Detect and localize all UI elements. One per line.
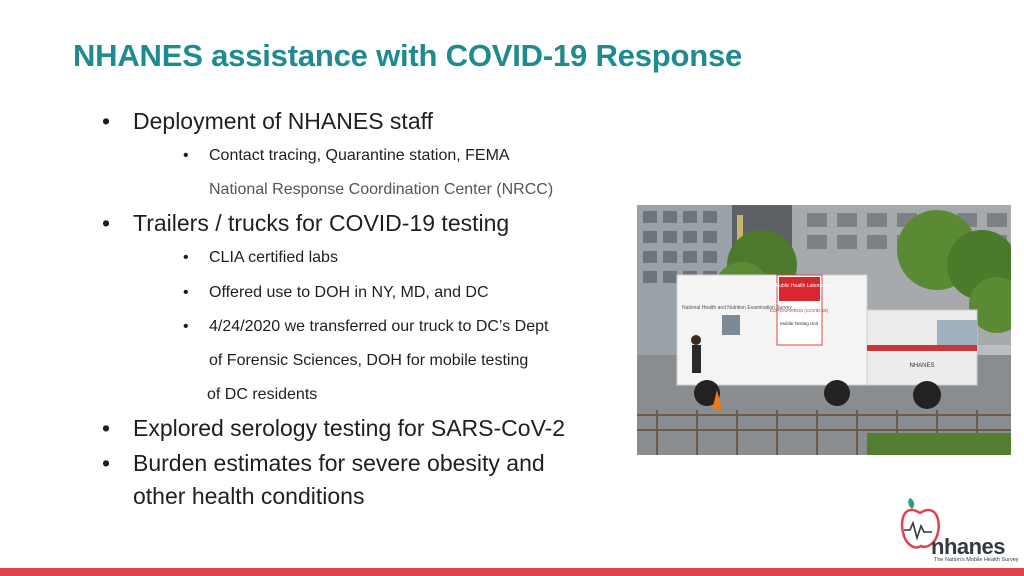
sub-bullet-offered <box>183 284 489 302</box>
sub-bullet-text: of Forensic Sciences, DOH for mobile testing <box>209 352 529 369</box>
bullet-dot: • <box>102 415 111 441</box>
sub-bullet-dot: • <box>183 147 189 164</box>
sub-bullet-dot: • <box>183 318 189 335</box>
lab-sign-title: DC Public Health Laboratory <box>767 283 831 289</box>
trailer-label: National Health and Nutrition Examination Survey <box>682 305 792 311</box>
bullet-text: Burden estimates for severe obesity and <box>133 450 545 476</box>
mobile-testing-trailer-photo <box>637 205 1011 455</box>
sub-bullet-residents <box>207 386 317 404</box>
bullet-dot: • <box>102 450 111 476</box>
lab-sign-unit: Mobile Testing Unit <box>780 321 818 326</box>
sub-bullet-text: Offered use to DOH in NY, MD, and DC <box>209 284 489 301</box>
sub-bullet-forensic <box>209 352 528 370</box>
sub-bullet-dot: • <box>183 284 189 301</box>
bullet-serology <box>102 415 566 442</box>
truck-label: NHANES <box>909 363 935 369</box>
bullet-text: Explored serology testing for SARS-CoV-2 <box>133 415 566 441</box>
bullet-text: Trailers / trucks for COVID-19 testing <box>133 210 510 236</box>
lab-sign-covid: CORONAVIRUS (COVID-19) <box>769 308 829 313</box>
sub-bullet-text: of DC residents <box>207 386 318 403</box>
sub-bullet-text: National Response Coordination Center (NRCC) <box>209 181 554 198</box>
slide-title: NHANES assistance with COVID-19 Response <box>73 38 743 73</box>
sub-bullet-dot: • <box>183 249 189 266</box>
bullet-burden <box>102 450 545 477</box>
bullet-dot: • <box>102 210 111 236</box>
logo-tagline: The Nation's Mobile Health Survey <box>934 557 1019 563</box>
bullet-dot: • <box>102 108 111 134</box>
bullet-text: other health conditions <box>133 483 365 509</box>
logo-wordmark: nhanes <box>931 534 1006 559</box>
nhanes-logo <box>898 496 1020 566</box>
sub-bullet-nrcc <box>209 181 553 199</box>
sub-bullet-text: CLIA certified labs <box>209 249 338 266</box>
bullet-burden-continued <box>133 483 364 510</box>
accent-bar <box>0 568 1024 576</box>
sub-bullet-clia <box>183 249 338 267</box>
bullet-text: Deployment of NHANES staff <box>133 108 433 134</box>
bullet-deployment <box>102 108 433 135</box>
bullet-trailers <box>102 210 510 237</box>
sub-bullet-contact-tracing <box>183 147 510 165</box>
sub-bullet-text: Contact tracing, Quarantine station, FEMA <box>209 147 510 164</box>
sub-bullet-transferred <box>183 318 549 336</box>
sub-bullet-text: 4/24/2020 we transferred our truck to DC’s Dept <box>209 318 549 335</box>
